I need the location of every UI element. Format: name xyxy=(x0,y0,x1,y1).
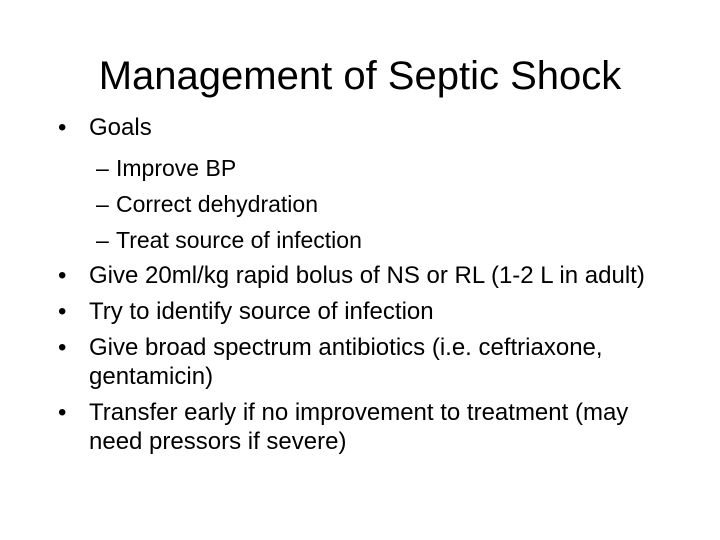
bullet-item xyxy=(58,261,678,290)
bullet-text: Give 20ml/kg rapid bolus of NS or RL (1-2 L in adult) xyxy=(89,262,645,289)
sub-bullet-item xyxy=(58,153,678,183)
sub-bullet-text: Improve BP xyxy=(116,155,237,181)
bullet-dot-icon: • xyxy=(58,298,67,325)
bullet-item xyxy=(58,398,678,456)
bullet-dot-icon: • xyxy=(58,114,67,141)
sub-bullet-text: Correct dehydration xyxy=(116,191,318,217)
bullet-item xyxy=(58,333,678,391)
bullet-item xyxy=(58,297,678,326)
bullet-text: Give broad spectrum antibiotics (i.e. ceftriaxone, gentamicin) xyxy=(89,334,603,390)
bullet-item xyxy=(58,113,678,142)
sub-bullet-list xyxy=(58,149,678,255)
sub-bullet-item xyxy=(58,225,678,255)
bullet-dot-icon: • xyxy=(58,262,67,289)
sub-bullet-text: Treat source of infection xyxy=(116,227,362,253)
bullet-text: Try to identify source of infection xyxy=(89,298,434,325)
bullet-text: Goals xyxy=(89,114,152,141)
bullet-text: Transfer early if no improvement to treatment (may need pressors if severe) xyxy=(89,399,629,455)
slide-title: Management of Septic Shock xyxy=(98,54,622,98)
slide-body xyxy=(58,113,678,463)
sub-bullet-item xyxy=(58,189,678,219)
dash-icon: – xyxy=(96,191,109,217)
bullet-dot-icon: • xyxy=(58,334,67,361)
dash-icon: – xyxy=(96,227,109,253)
bullet-dot-icon: • xyxy=(58,399,67,426)
bullet-goals xyxy=(58,113,678,255)
dash-icon: – xyxy=(96,155,109,181)
